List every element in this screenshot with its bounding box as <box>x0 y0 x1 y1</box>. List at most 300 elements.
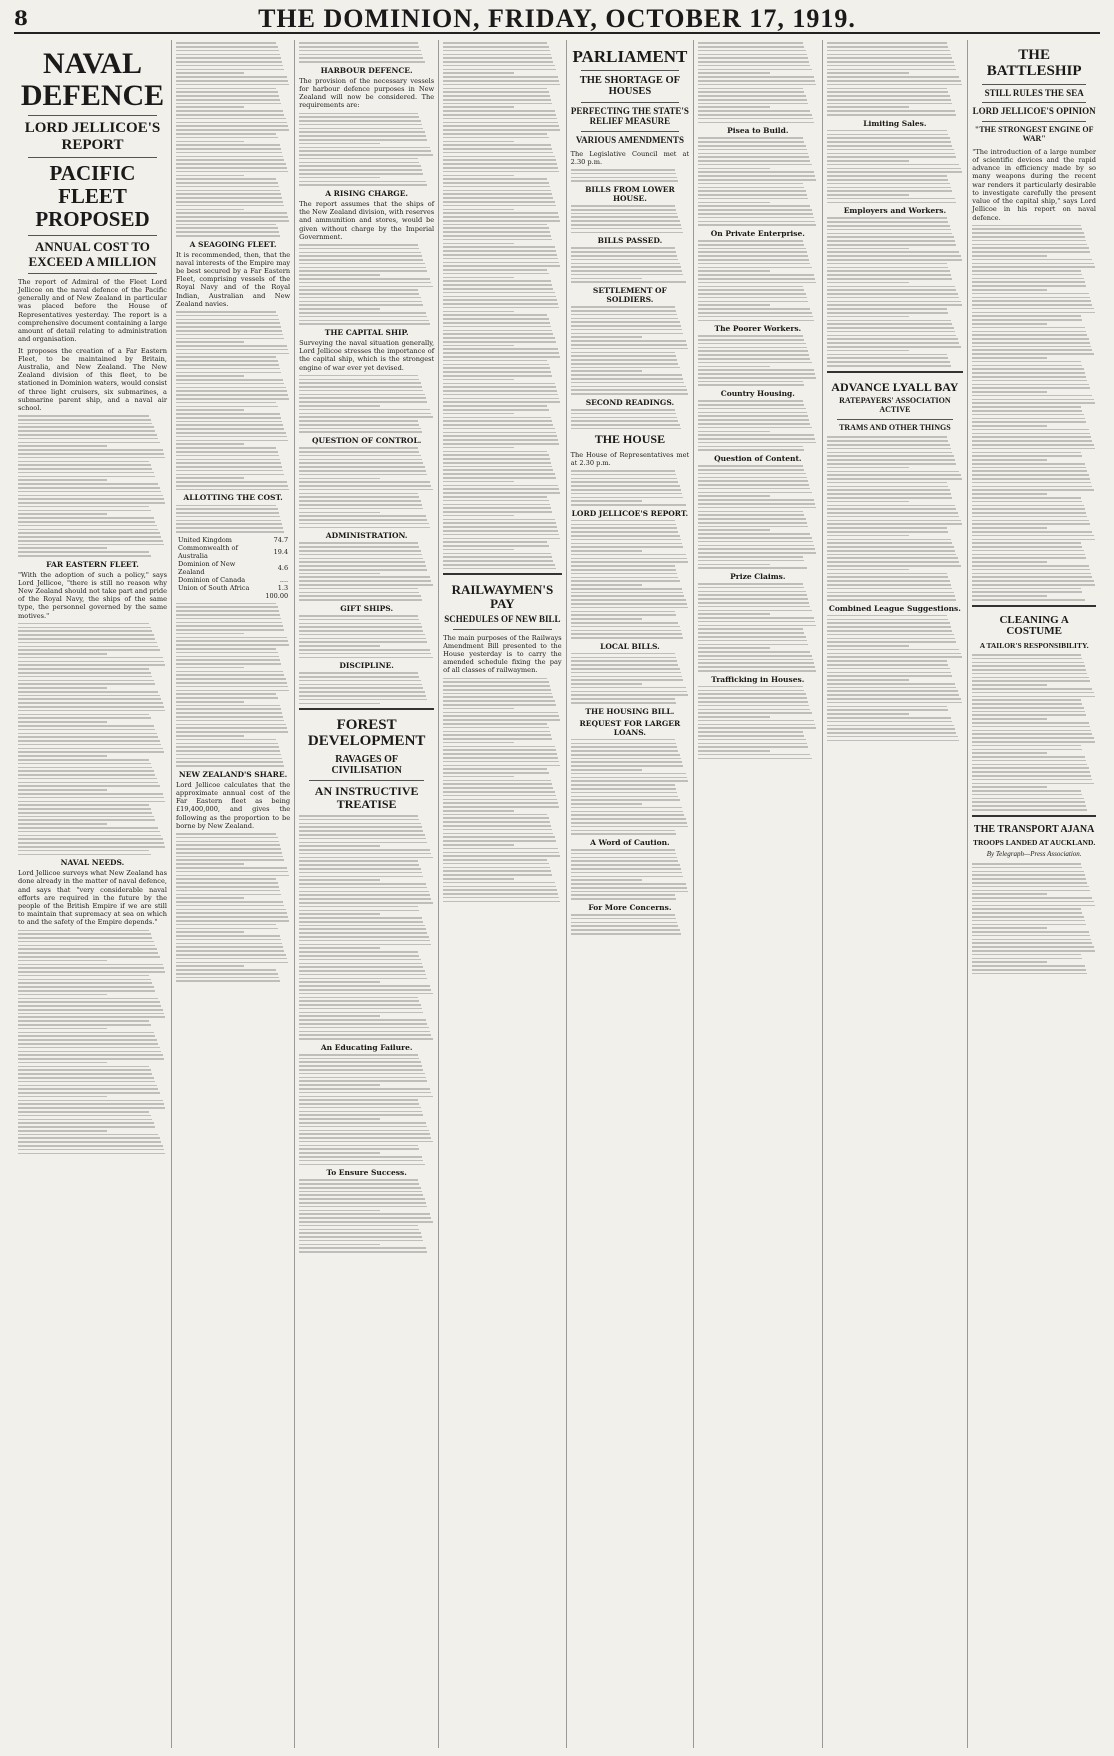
text-line <box>571 573 678 575</box>
text-line <box>827 653 961 655</box>
text-line <box>972 786 1046 788</box>
text-line <box>176 848 281 850</box>
text-line <box>972 247 1088 249</box>
text-line <box>571 500 642 502</box>
text-line <box>972 756 1085 758</box>
text-line <box>18 1122 154 1124</box>
text-line <box>571 169 675 171</box>
text-line <box>698 80 815 82</box>
text-line <box>299 891 429 893</box>
text-line <box>698 149 807 151</box>
text-line <box>972 372 1085 374</box>
text-line <box>18 736 158 738</box>
text-line <box>571 209 676 211</box>
text-line <box>972 760 1086 762</box>
text-line <box>972 300 1091 302</box>
text-line <box>299 409 430 411</box>
text-line <box>972 523 1090 525</box>
text-line <box>443 190 551 192</box>
text-line <box>571 822 687 824</box>
text-line <box>698 670 816 672</box>
text-line <box>698 621 815 623</box>
text-line <box>443 246 554 248</box>
text-line <box>299 940 430 942</box>
text-line <box>443 144 551 146</box>
text-line <box>972 745 1081 747</box>
text-line <box>176 652 278 654</box>
text-line <box>571 777 687 779</box>
text-line <box>299 474 427 476</box>
text-line <box>18 1077 154 1079</box>
text-line <box>698 240 803 242</box>
text-line <box>443 810 514 812</box>
text-line <box>698 213 813 215</box>
text-line <box>698 251 807 253</box>
text-line <box>299 301 422 303</box>
text-line <box>299 595 421 597</box>
text-line <box>827 687 957 689</box>
text-line <box>443 394 558 396</box>
text-line <box>299 978 427 980</box>
second-readings-subhead: SECOND READINGS. <box>585 397 675 407</box>
text-line <box>972 418 1085 420</box>
text-line <box>299 879 380 881</box>
text-line <box>827 278 953 280</box>
text-line <box>443 719 560 721</box>
text-line <box>299 951 418 953</box>
text-line <box>827 668 950 670</box>
text-line <box>972 542 1081 544</box>
text-line <box>176 409 244 411</box>
text-line <box>443 882 554 884</box>
text-line <box>972 569 1090 571</box>
text-line <box>176 928 278 930</box>
body-text-block <box>299 815 434 1040</box>
text-line <box>299 849 430 851</box>
text-line <box>299 898 431 900</box>
text-line <box>443 125 559 127</box>
text-line <box>176 897 244 899</box>
text-line <box>571 872 682 874</box>
text-line <box>698 492 811 494</box>
text-line <box>571 588 682 590</box>
text-line <box>698 412 807 414</box>
text-line <box>443 806 559 808</box>
text-line <box>972 692 1093 694</box>
body-text-block <box>698 42 817 123</box>
cost-row-value: 19.4 <box>273 547 289 556</box>
text-line <box>698 690 804 692</box>
text-line <box>972 950 1094 952</box>
text-line <box>176 322 280 324</box>
text-line <box>571 857 678 859</box>
text-line <box>299 113 418 115</box>
text-line <box>972 905 1094 907</box>
text-line <box>571 599 686 601</box>
text-line <box>176 965 244 967</box>
text-line <box>698 179 816 181</box>
text-line <box>698 362 811 364</box>
text-line <box>972 293 1088 295</box>
text-line <box>972 805 1086 807</box>
text-line <box>571 864 680 866</box>
text-line <box>571 497 684 499</box>
text-line <box>299 1130 429 1132</box>
text-line <box>18 698 161 700</box>
text-line <box>698 552 816 554</box>
text-line <box>18 419 151 421</box>
text-line <box>571 622 679 624</box>
text-line <box>443 296 556 298</box>
text-line <box>299 857 433 859</box>
text-line <box>698 377 816 379</box>
text-line <box>827 471 960 473</box>
text-line <box>18 937 152 939</box>
text-line <box>443 723 547 725</box>
battleship-paragraph: "The introduction of a large number of scientific devices and the rapid advance in efficiency made by so many weapons during the recent war renders it particularly desirable to investigate carefully the present value of the capital ship," says Lord Jellicoe in his report on naval defence. <box>972 147 1096 222</box>
text-line <box>176 91 278 93</box>
text-line <box>299 1069 423 1071</box>
text-line <box>18 1005 161 1007</box>
text-line <box>299 576 430 578</box>
text-line <box>299 293 419 295</box>
text-line <box>176 950 284 952</box>
text-line <box>18 672 151 674</box>
text-line <box>176 739 276 741</box>
text-line <box>18 1088 158 1090</box>
text-line <box>972 752 1046 754</box>
text-line <box>698 217 814 219</box>
text-line <box>827 690 958 692</box>
text-line <box>972 255 1046 257</box>
settlement-subhead: SETTLEMENT OF SOLDIERS. <box>592 286 667 305</box>
text-line <box>176 878 276 880</box>
text-line <box>18 1001 160 1003</box>
text-line <box>698 297 807 299</box>
text-line <box>299 558 423 560</box>
text-line <box>443 57 552 59</box>
text-line <box>176 319 279 321</box>
cost-row <box>176 560 290 576</box>
text-line <box>443 761 559 763</box>
text-line <box>571 607 688 609</box>
text-line <box>827 160 909 162</box>
text-line <box>176 80 288 82</box>
text-line <box>571 539 681 541</box>
text-line <box>698 628 803 630</box>
text-line <box>18 634 154 636</box>
text-line <box>443 163 557 165</box>
text-line <box>698 598 808 600</box>
text-line <box>176 356 276 358</box>
text-line <box>571 565 675 567</box>
column-1 <box>14 40 172 1748</box>
text-line <box>827 251 960 253</box>
text-line <box>299 1054 418 1056</box>
text-line <box>698 312 811 314</box>
text-line <box>698 647 770 649</box>
text-line <box>972 527 1046 529</box>
text-line <box>972 874 1085 876</box>
text-line <box>972 289 1046 291</box>
text-line <box>972 871 1083 873</box>
text-line <box>972 357 1046 359</box>
text-line <box>972 535 1093 537</box>
text-line <box>698 465 803 467</box>
text-line <box>443 84 560 86</box>
text-line <box>443 122 558 124</box>
text-line <box>176 69 284 71</box>
text-line <box>18 759 149 761</box>
text-line <box>299 519 427 521</box>
text-line <box>443 417 551 419</box>
text-line <box>299 676 419 678</box>
text-line <box>827 478 962 480</box>
text-line <box>176 716 283 718</box>
text-line <box>972 334 1087 336</box>
text-line <box>176 674 284 676</box>
text-line <box>18 1009 163 1011</box>
text-line <box>176 916 288 918</box>
text-line <box>299 955 419 957</box>
text-line <box>972 429 1088 431</box>
text-line <box>443 61 553 63</box>
text-line <box>972 790 1081 792</box>
text-line <box>972 673 1087 675</box>
text-line <box>571 883 686 885</box>
text-line <box>827 145 953 147</box>
text-line <box>827 141 951 143</box>
text-line <box>443 814 547 816</box>
text-line <box>443 250 556 252</box>
text-line <box>972 912 1082 914</box>
text-line <box>972 338 1088 340</box>
text-line <box>18 517 154 519</box>
text-line <box>176 474 284 476</box>
text-line <box>698 69 811 71</box>
text-line <box>176 531 284 533</box>
text-line <box>443 867 550 869</box>
text-line <box>176 46 278 48</box>
text-line <box>827 194 909 196</box>
text-line <box>571 474 676 476</box>
text-line <box>698 511 803 513</box>
text-line <box>972 908 1081 910</box>
text-line <box>299 1152 380 1154</box>
text-line <box>827 99 951 101</box>
text-line <box>299 489 433 491</box>
text-line <box>443 799 557 801</box>
cost-row-value: 4.6 <box>277 563 289 572</box>
text-line <box>176 935 280 937</box>
text-line <box>176 765 284 767</box>
text-line <box>972 557 1086 559</box>
text-line <box>698 548 815 550</box>
body-text-block <box>972 654 1096 811</box>
text-line <box>827 236 954 238</box>
text-line <box>571 792 678 794</box>
text-line <box>827 331 956 333</box>
text-line <box>299 527 430 529</box>
text-line <box>176 523 282 525</box>
text-line <box>698 434 814 436</box>
text-line <box>299 244 418 246</box>
text-line <box>827 365 951 367</box>
text-line <box>299 1126 427 1128</box>
text-line <box>443 72 514 74</box>
text-line <box>571 672 681 674</box>
text-line <box>299 304 423 306</box>
text-line <box>299 1141 433 1143</box>
text-line <box>18 483 158 485</box>
text-line <box>827 350 909 352</box>
text-line <box>18 506 149 508</box>
text-line <box>571 340 686 342</box>
text-line <box>176 946 283 948</box>
cost-row-value: .... <box>279 575 289 584</box>
text-line <box>299 1194 423 1196</box>
body-text-block <box>827 217 964 366</box>
text-line <box>176 326 281 328</box>
text-line <box>443 560 553 562</box>
text-line <box>299 970 425 972</box>
text-line <box>443 564 554 566</box>
text-line <box>176 390 287 392</box>
text-line <box>443 738 552 740</box>
text-line <box>18 491 161 493</box>
text-line <box>571 833 676 835</box>
text-line <box>972 232 1083 234</box>
text-line <box>571 569 676 571</box>
body-text-block <box>299 672 434 704</box>
text-line <box>827 217 947 219</box>
text-line <box>827 599 957 601</box>
text-line <box>18 1043 158 1045</box>
text-line <box>698 209 811 211</box>
text-line <box>443 727 548 729</box>
text-line <box>443 473 554 475</box>
text-line <box>18 725 154 727</box>
text-line <box>176 432 286 434</box>
text-line <box>176 148 281 150</box>
text-line <box>972 266 1094 268</box>
text-line <box>18 804 149 806</box>
text-line <box>176 227 278 229</box>
column-3 <box>295 40 439 1748</box>
body-text-block <box>571 470 689 506</box>
text-line <box>571 550 642 552</box>
text-line <box>299 481 430 483</box>
text-line <box>571 876 684 878</box>
text-line <box>972 391 1046 393</box>
text-line <box>698 244 804 246</box>
battleship-deck-1: STILL RULES THE SEA <box>984 87 1084 98</box>
text-line <box>443 367 550 369</box>
text-line <box>443 704 556 706</box>
text-line <box>176 417 281 419</box>
text-line <box>176 871 288 873</box>
text-line <box>972 463 1085 465</box>
larger-loans-subhead: REQUEST FOR LARGER LOANS. <box>579 718 681 737</box>
text-line <box>443 220 560 222</box>
text-line <box>698 431 770 433</box>
text-line <box>972 501 1082 503</box>
text-line <box>827 725 954 727</box>
text-line <box>972 470 1087 472</box>
text-line <box>972 935 1090 937</box>
text-line <box>176 690 289 692</box>
text-line <box>972 263 1093 265</box>
forest-headline: FOREST DEVELOPMENT <box>307 717 426 749</box>
text-line <box>299 845 380 847</box>
text-line <box>698 533 810 535</box>
text-line <box>18 423 152 425</box>
text-line <box>443 772 548 774</box>
text-line <box>18 529 158 531</box>
text-line <box>443 825 551 827</box>
text-line <box>299 282 431 284</box>
text-line <box>176 682 287 684</box>
text-line <box>176 54 280 56</box>
text-line <box>176 315 278 317</box>
text-line <box>972 455 1082 457</box>
text-line <box>972 346 1091 348</box>
text-line <box>176 656 279 658</box>
text-line <box>972 486 1092 488</box>
text-line <box>299 485 431 487</box>
text-line <box>972 489 1093 491</box>
text-line <box>443 541 547 543</box>
text-line <box>299 173 423 175</box>
ajana-byline: By Telegraph—Press Association. <box>986 850 1082 859</box>
text-line <box>698 316 813 318</box>
text-line <box>443 878 514 880</box>
text-line <box>299 274 380 276</box>
text-line <box>176 114 284 116</box>
text-line <box>827 683 956 685</box>
text-line <box>698 224 816 226</box>
text-line <box>698 731 803 733</box>
cost-row <box>176 536 290 544</box>
text-line <box>443 231 550 233</box>
text-line <box>827 91 949 93</box>
text-line <box>299 944 431 946</box>
text-line <box>827 84 962 86</box>
text-line <box>176 754 281 756</box>
text-line <box>299 128 423 130</box>
text-line <box>176 110 283 112</box>
text-line <box>176 924 276 926</box>
text-line <box>443 212 558 214</box>
text-line <box>571 485 680 487</box>
text-line <box>698 400 803 402</box>
newspaper-title: THE DOMINION, FRIDAY, OCTOBER 17, 1919. <box>258 4 856 33</box>
text-line <box>827 304 962 306</box>
text-line <box>827 520 961 522</box>
text-line <box>698 106 770 108</box>
text-line <box>299 375 418 377</box>
text-line <box>571 561 688 563</box>
text-line <box>972 554 1085 556</box>
text-line <box>299 255 422 257</box>
text-line <box>299 815 418 817</box>
text-line <box>299 653 431 655</box>
text-line <box>299 699 427 701</box>
text-line <box>443 330 552 332</box>
text-line <box>299 1077 426 1079</box>
text-line <box>299 917 422 919</box>
body-text-block <box>299 375 434 433</box>
